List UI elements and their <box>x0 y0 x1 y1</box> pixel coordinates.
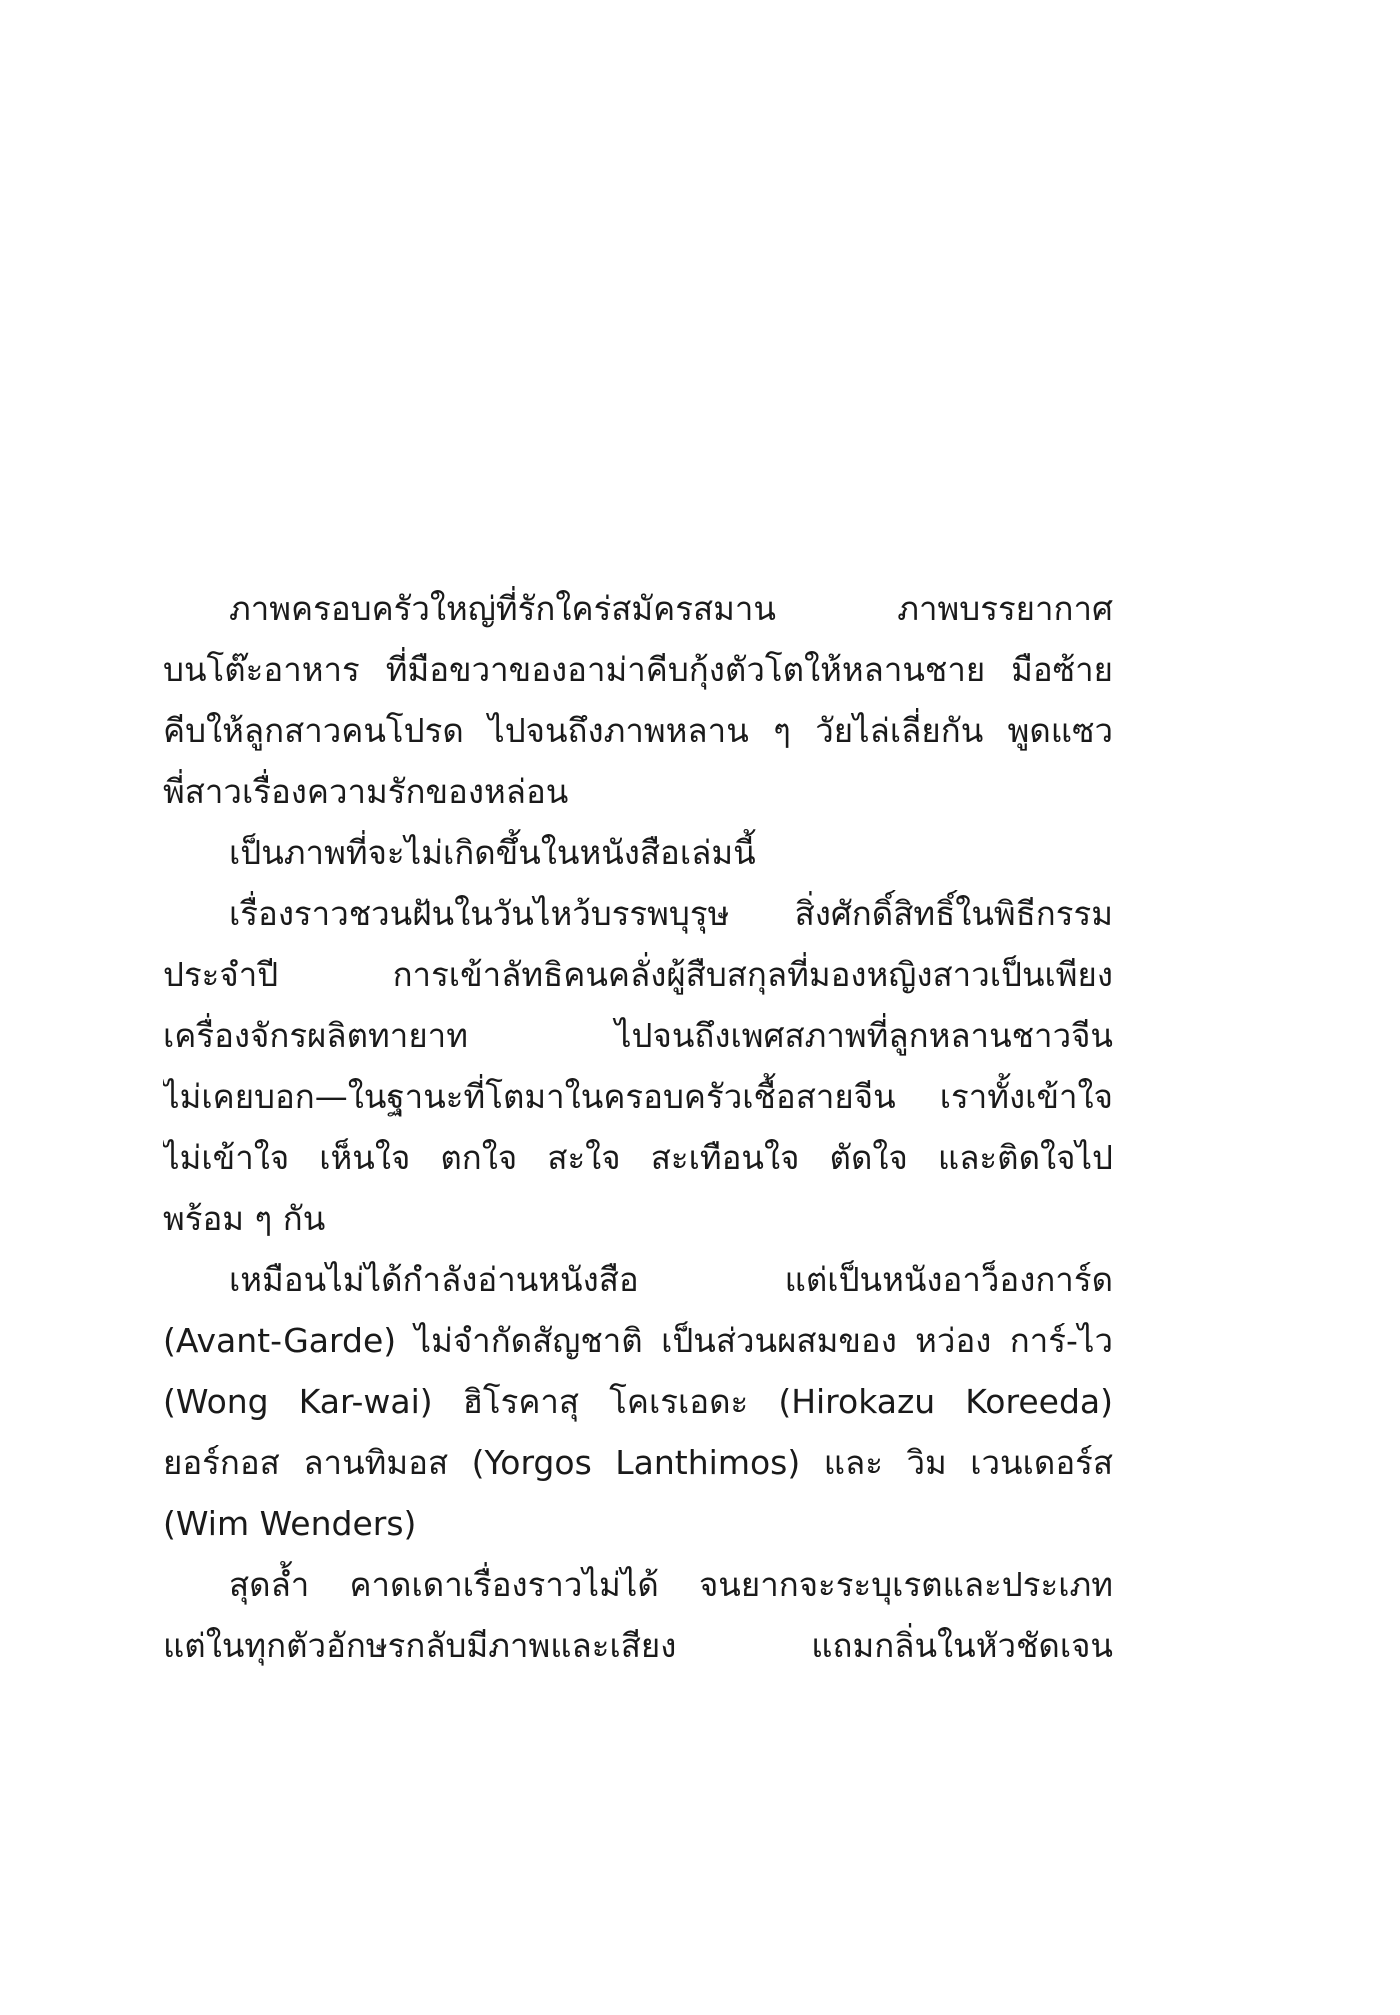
paragraph-3-line-1: เรื่องราวชวนฝันในวันไหว้บรรพบุรุษ สิ่งศักดิ์สิทธิ์ในพิธีกรรม <box>229 894 1113 933</box>
paragraph-1-line-1: ภาพครอบครัวใหญ่ที่รักใคร่สมัครสมาน ภาพบรรยากาศ <box>229 589 1113 628</box>
paragraph-3-line-4: ไม่เคยบอก—ในฐานะที่โตมาในครอบครัวเชื้อสายจีน เราทั้งเข้าใจ <box>163 1077 1113 1116</box>
paragraph-3-line-3: เครื่องจักรผลิตทายาท ไปจนถึงเพศสภาพที่ลูกหลานชาวจีน <box>163 1016 1113 1055</box>
paragraph-3-line-6: พร้อม ๆ กัน <box>163 1199 326 1238</box>
paragraph-1-line-2: บนโต๊ะอาหาร ที่มือขวาของอาม่าคีบกุ้งตัวโตให้หลานชาย มือซ้าย <box>163 650 1113 689</box>
paragraph-3-line-5: ไม่เข้าใจ เห็นใจ ตกใจ สะใจ สะเทือนใจ ตัดใจ และติดใจไป <box>163 1138 1113 1177</box>
paragraph-2-line-1: เป็นภาพที่จะไม่เกิดขึ้นในหนังสือเล่มนี้ <box>229 833 756 872</box>
paragraph-1-line-3: คีบให้ลูกสาวคนโปรด ไปจนถึงภาพหลาน ๆ วัยไล่เลี่ยกัน พูดแซว <box>163 711 1113 750</box>
paragraph-1-line-4: พี่สาวเรื่องความรักของหล่อน <box>163 772 569 811</box>
paragraph-4-line-2: (Avant-Garde) ไม่จำกัดสัญชาติ เป็นส่วนผสมของ หว่อง การ์-ไว <box>163 1321 1113 1360</box>
paragraph-4-line-4: ยอร์กอส ลานทิมอส (Yorgos Lanthimos) และ วิม เวนเดอร์ส <box>163 1443 1113 1482</box>
paragraph-4-line-1: เหมือนไม่ได้กำลังอ่านหนังสือ แต่เป็นหนังอาว็องการ์ด <box>229 1260 1113 1299</box>
paragraph-3-line-2: ประจำปี การเข้าลัทธิคนคลั่งผู้สืบสกุลที่มองหญิงสาวเป็นเพียง <box>163 955 1113 994</box>
paragraph-4-line-5: (Wim Wenders) <box>163 1504 417 1543</box>
paragraph-5-line-1: สุดล้ำ คาดเดาเรื่องราวไม่ได้ จนยากจะระบุเรตและประเภท <box>229 1565 1113 1604</box>
body-text <box>163 578 1113 1676</box>
paragraph-5-line-2: แต่ในทุกตัวอักษรกลับมีภาพและเสียง แถมกลิ่นในหัวชัดเจน <box>163 1626 1113 1665</box>
paragraph-4-line-3: (Wong Kar-wai) ฮิโรคาสุ โคเรเอดะ (Hirokazu Koreeda) <box>163 1382 1113 1421</box>
